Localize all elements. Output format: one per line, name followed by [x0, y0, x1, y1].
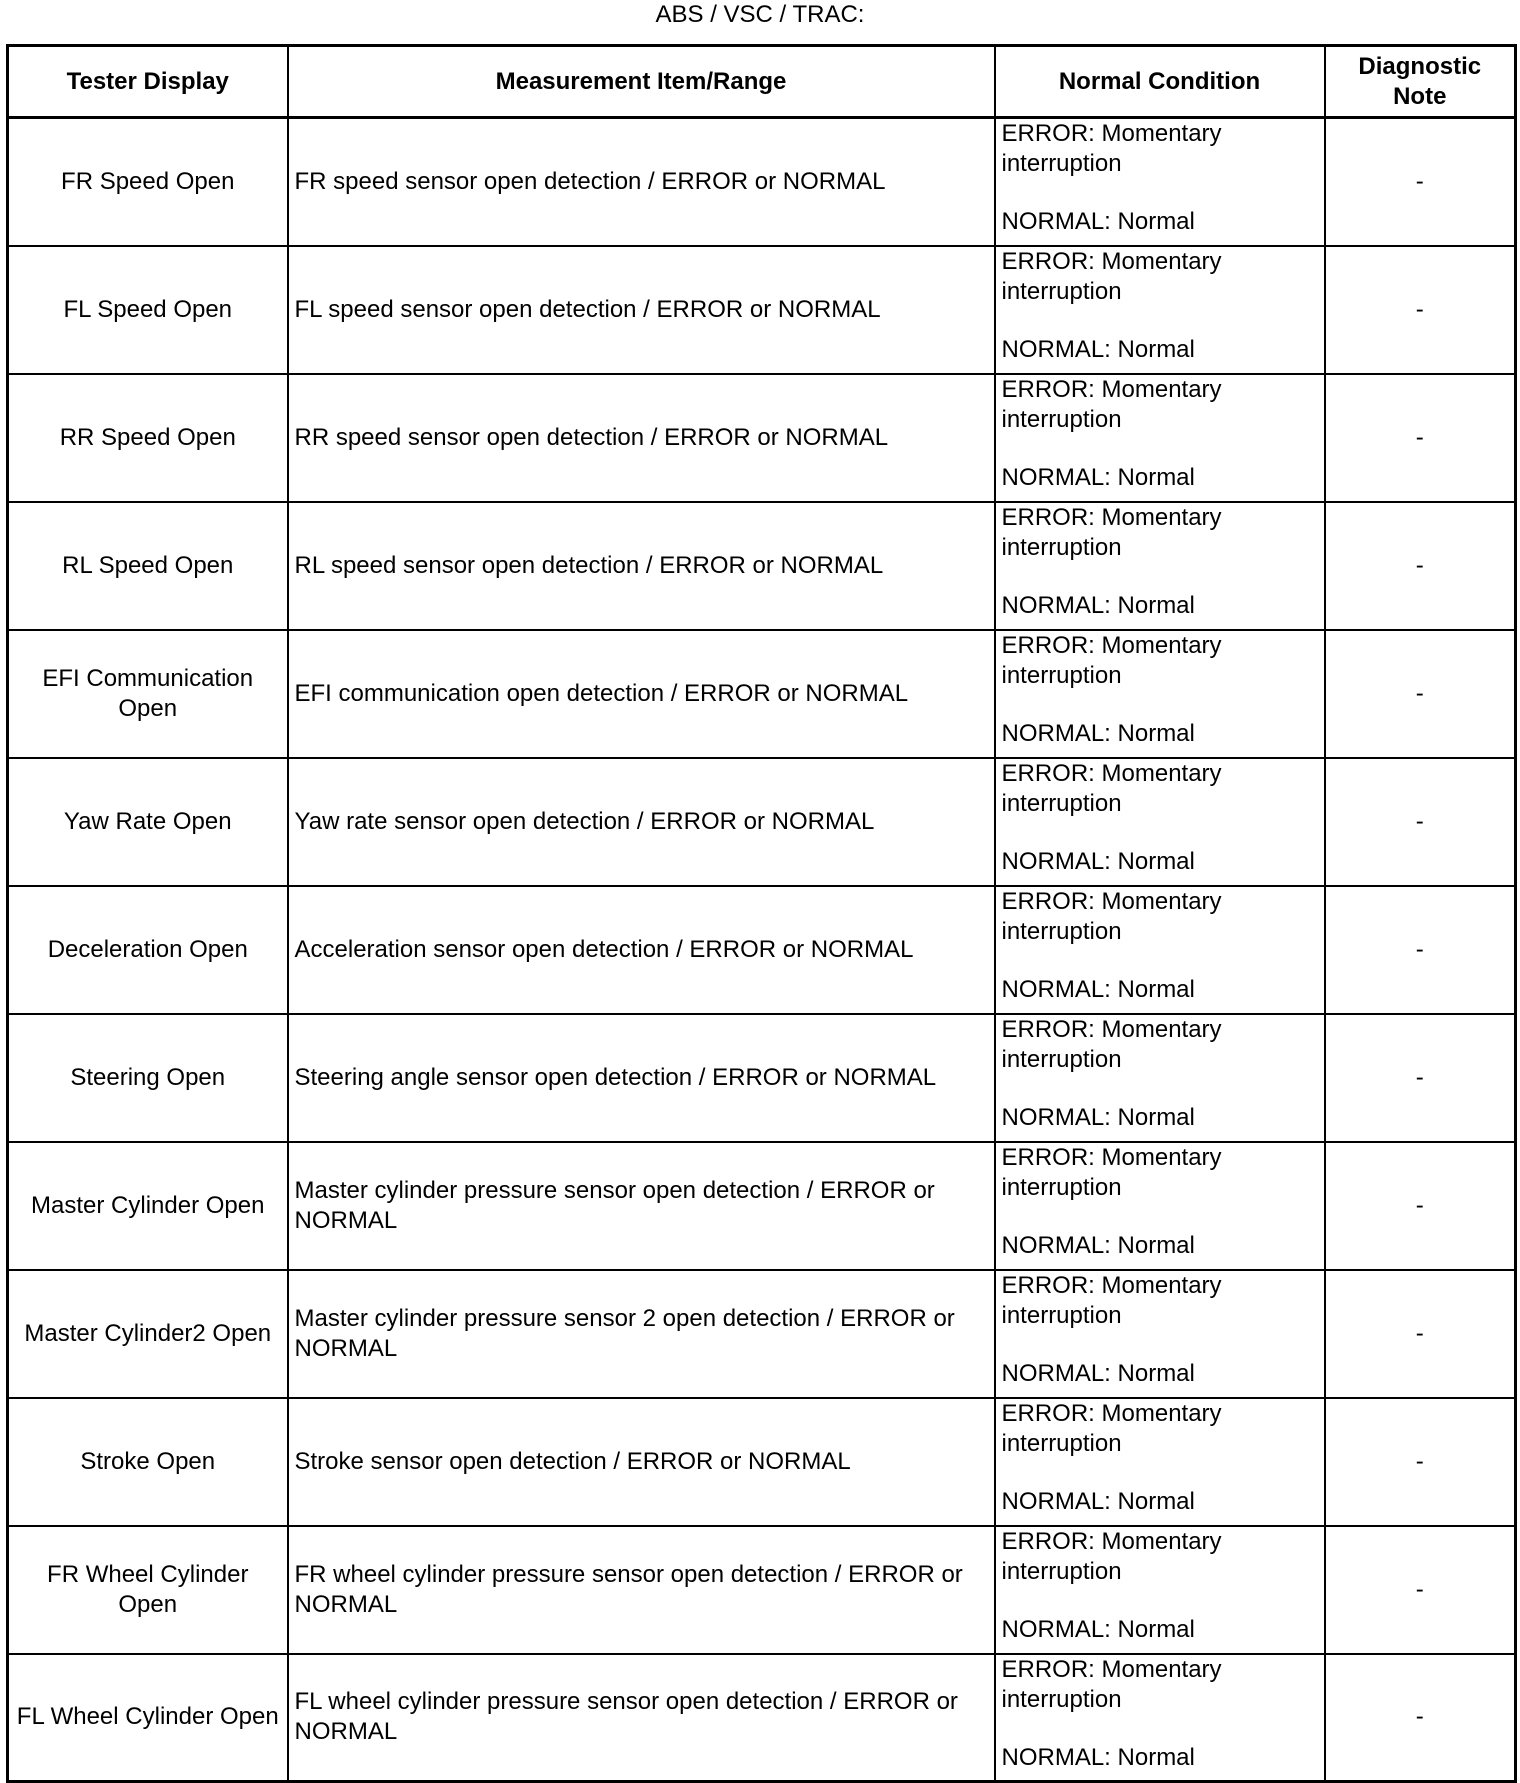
normal-condition-wrap — [1002, 375, 1318, 493]
measurement-cell: RR speed sensor open detection / ERROR or NORMAL — [288, 374, 995, 502]
diagnostic-note-cell: - — [1325, 1526, 1516, 1654]
normal-condition-text: NORMAL: Normal — [1001, 1487, 1195, 1515]
diagnostic-note-cell: - — [1325, 1014, 1516, 1142]
measurement-cell: FL wheel cylinder pressure sensor open detection / ERROR or NORMAL — [288, 1654, 995, 1782]
tester-display-cell: Deceleration Open — [8, 886, 288, 1014]
normal-condition-text: NORMAL: Normal — [1001, 847, 1195, 875]
table-row — [8, 630, 1516, 758]
normal-condition-cell — [995, 374, 1325, 502]
tester-display-cell: Master Cylinder2 Open — [8, 1270, 288, 1398]
measurement-cell: FL speed sensor open detection / ERROR or NORMAL — [288, 246, 995, 374]
table-row — [8, 502, 1516, 630]
tester-display-cell: FL Speed Open — [8, 246, 288, 374]
diagnostic-note-cell: - — [1325, 758, 1516, 886]
error-condition-text: ERROR: Momentary interruption — [1001, 759, 1222, 817]
table-row — [8, 1654, 1516, 1782]
table-row — [8, 118, 1516, 246]
normal-condition-wrap — [1002, 1015, 1318, 1133]
diagnostic-note-cell: - — [1325, 118, 1516, 246]
measurement-cell: Master cylinder pressure sensor 2 open detection / ERROR or NORMAL — [288, 1270, 995, 1398]
measurement-cell: Stroke sensor open detection / ERROR or NORMAL — [288, 1398, 995, 1526]
table-row — [8, 374, 1516, 502]
normal-condition-cell — [995, 118, 1325, 246]
tester-display-cell: Stroke Open — [8, 1398, 288, 1526]
normal-condition-text: NORMAL: Normal — [1001, 1359, 1195, 1387]
normal-condition-wrap — [1002, 119, 1318, 237]
error-condition-text: ERROR: Momentary interruption — [1001, 887, 1222, 945]
header-row — [8, 46, 1516, 118]
diagnostic-note-cell: - — [1325, 502, 1516, 630]
table-row — [8, 886, 1516, 1014]
normal-condition-wrap — [1002, 1655, 1318, 1773]
error-condition-text: ERROR: Momentary interruption — [1001, 1143, 1222, 1201]
normal-condition-text: NORMAL: Normal — [1001, 208, 1195, 235]
table-row — [8, 1142, 1516, 1270]
error-condition-text: ERROR: Momentary interruption — [1001, 503, 1222, 561]
table-row — [8, 758, 1516, 886]
normal-condition-cell — [995, 1270, 1325, 1398]
tester-display-cell: Yaw Rate Open — [8, 758, 288, 886]
tester-display-cell: RL Speed Open — [8, 502, 288, 630]
header-normal-condition: Normal Condition — [995, 46, 1325, 118]
normal-condition-text: NORMAL: Normal — [1001, 463, 1195, 491]
normal-condition-cell — [995, 1654, 1325, 1782]
measurement-cell: Steering angle sensor open detection / ERROR or NORMAL — [288, 1014, 995, 1142]
table-row — [8, 1526, 1516, 1654]
header-tester-display: Tester Display — [8, 46, 288, 118]
tester-display-cell: RR Speed Open — [8, 374, 288, 502]
table-row — [8, 1270, 1516, 1398]
normal-condition-wrap — [1002, 503, 1318, 621]
error-condition-text: ERROR: Momentary interruption — [1001, 1015, 1222, 1073]
tester-display-cell: Steering Open — [8, 1014, 288, 1142]
normal-condition-wrap — [1002, 631, 1318, 749]
measurement-cell: Master cylinder pressure sensor open detection / ERROR or NORMAL — [288, 1142, 995, 1270]
normal-condition-cell — [995, 1398, 1325, 1526]
normal-condition-wrap — [1002, 247, 1318, 365]
normal-condition-wrap — [1002, 887, 1318, 1005]
tester-display-cell: EFI Communication Open — [8, 630, 288, 758]
normal-condition-text: NORMAL: Normal — [1001, 1231, 1195, 1259]
error-condition-text: ERROR: Momentary interruption — [1001, 1527, 1222, 1585]
measurement-cell: EFI communication open detection / ERROR or NORMAL — [288, 630, 995, 758]
normal-condition-wrap — [1002, 1143, 1318, 1261]
data-table — [6, 44, 1517, 1783]
normal-condition-cell — [995, 1014, 1325, 1142]
diagnostic-note-cell: - — [1325, 1398, 1516, 1526]
normal-condition-cell — [995, 502, 1325, 630]
table-row — [8, 1014, 1516, 1142]
normal-condition-text: NORMAL: Normal — [1001, 1743, 1195, 1771]
normal-condition-wrap — [1002, 1527, 1318, 1645]
tester-display-cell: FR Speed Open — [8, 118, 288, 246]
error-condition-text: ERROR: Momentary interruption — [1001, 1655, 1222, 1713]
normal-condition-wrap — [1002, 1399, 1318, 1517]
normal-condition-cell — [995, 246, 1325, 374]
normal-condition-text: NORMAL: Normal — [1001, 719, 1195, 747]
diagnostic-note-cell: - — [1325, 1142, 1516, 1270]
normal-condition-wrap — [1002, 1271, 1318, 1389]
diagnostic-note-cell: - — [1325, 630, 1516, 758]
tester-display-cell: Master Cylinder Open — [8, 1142, 288, 1270]
normal-condition-wrap — [1002, 759, 1318, 877]
diagnostic-note-cell: - — [1325, 1270, 1516, 1398]
normal-condition-text: NORMAL: Normal — [1001, 975, 1195, 1003]
error-condition-text: ERROR: Momentary interruption — [1001, 120, 1222, 177]
error-condition-text: ERROR: Momentary interruption — [1001, 631, 1222, 689]
normal-condition-text: NORMAL: Normal — [1001, 1103, 1195, 1131]
diagnostic-note-cell: - — [1325, 1654, 1516, 1782]
table-row — [8, 246, 1516, 374]
diagnostic-note-cell: - — [1325, 886, 1516, 1014]
normal-condition-cell — [995, 758, 1325, 886]
header-diagnostic-note: Diagnostic Note — [1325, 46, 1516, 118]
measurement-cell: FR wheel cylinder pressure sensor open detection / ERROR or NORMAL — [288, 1526, 995, 1654]
normal-condition-cell — [995, 886, 1325, 1014]
diagnostic-note-cell: - — [1325, 374, 1516, 502]
measurement-cell: RL speed sensor open detection / ERROR or NORMAL — [288, 502, 995, 630]
error-condition-text: ERROR: Momentary interruption — [1001, 375, 1222, 433]
normal-condition-cell — [995, 1526, 1325, 1654]
normal-condition-cell — [995, 1142, 1325, 1270]
normal-condition-text: NORMAL: Normal — [1001, 1615, 1195, 1643]
tester-display-cell: FL Wheel Cylinder Open — [8, 1654, 288, 1782]
table-row — [8, 1398, 1516, 1526]
error-condition-text: ERROR: Momentary interruption — [1001, 1271, 1222, 1329]
error-condition-text: ERROR: Momentary interruption — [1001, 247, 1222, 305]
page-title: ABS / VSC / TRAC: — [655, 1, 865, 28]
measurement-cell: Acceleration sensor open detection / ERROR or NORMAL — [288, 886, 995, 1014]
diagnostic-note-cell: - — [1325, 246, 1516, 374]
measurement-cell: FR speed sensor open detection / ERROR or NORMAL — [288, 118, 995, 246]
tester-display-cell: FR Wheel Cylinder Open — [8, 1526, 288, 1654]
normal-condition-text: NORMAL: Normal — [1001, 591, 1195, 619]
measurement-cell: Yaw rate sensor open detection / ERROR or NORMAL — [288, 758, 995, 886]
error-condition-text: ERROR: Momentary interruption — [1001, 1399, 1222, 1457]
table-body — [8, 118, 1516, 1782]
header-measurement: Measurement Item/Range — [288, 46, 995, 118]
normal-condition-text: NORMAL: Normal — [1001, 335, 1195, 363]
normal-condition-cell — [995, 630, 1325, 758]
